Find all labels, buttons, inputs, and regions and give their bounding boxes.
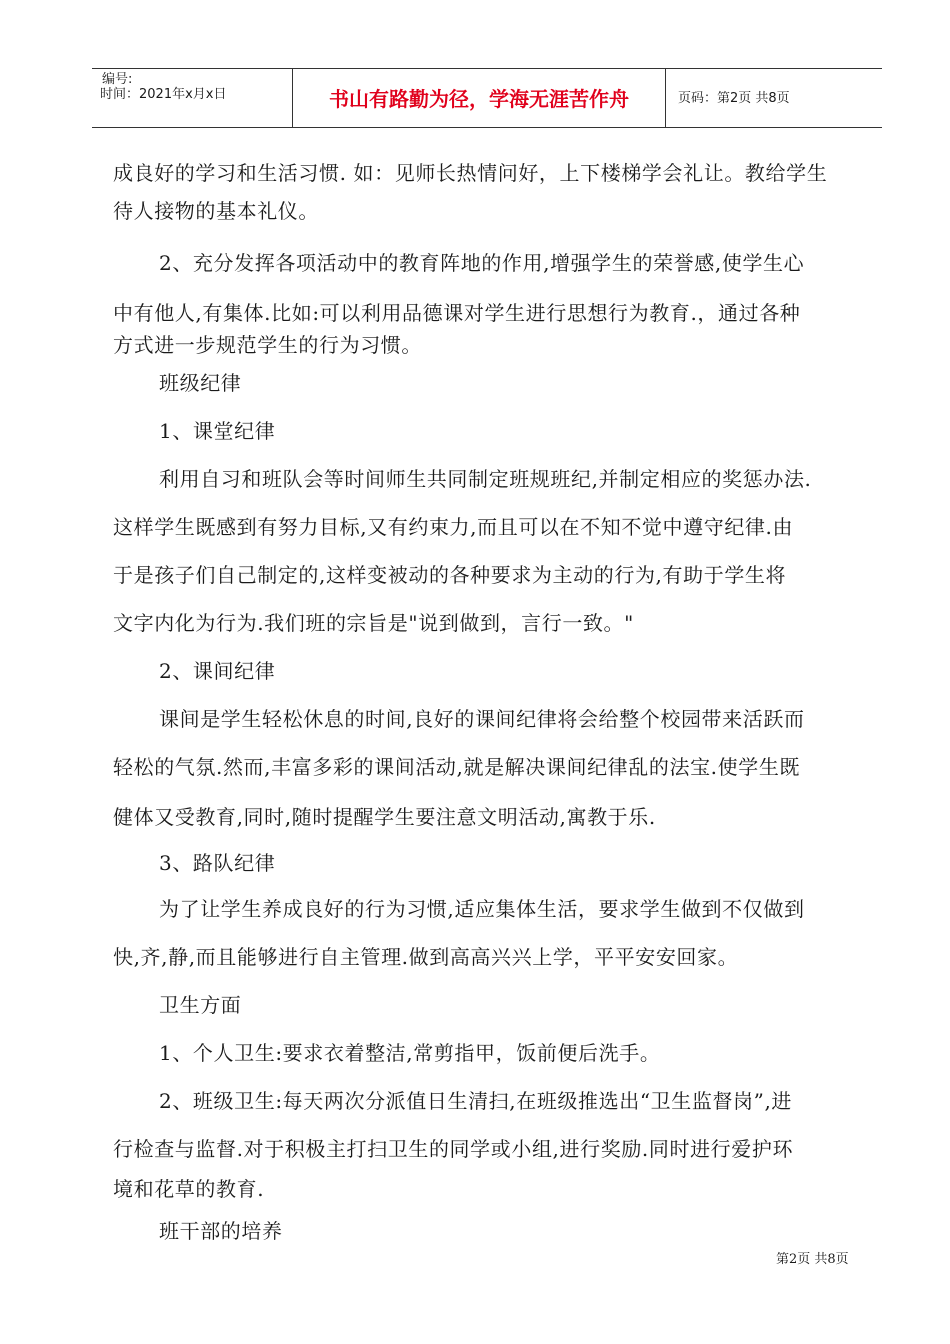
subsection-heading: 2、课间纪律 xyxy=(159,659,276,683)
body-line: 这样学生既感到有努力目标,又有约束力,而且可以在不知不觉中遵守纪律.由 xyxy=(113,515,794,539)
body-line: 利用自习和班队会等时间师生共同制定班规班纪,并制定相应的奖惩办法. xyxy=(159,467,812,491)
body-line: 1、个人卫生:要求衣着整洁,常剪指甲，饭前便后洗手。 xyxy=(159,1041,661,1065)
doc-time-label: 时间：2021年x月x日 xyxy=(100,87,227,102)
subsection-heading: 1、课堂纪律 xyxy=(159,419,276,443)
body-line: 2、班级卫生:每天两次分派值日生清扫,在班级推选出“卫生监督岗”,进 xyxy=(159,1089,793,1113)
header-motto: 书山有路勤为径，学海无涯苦作舟 xyxy=(293,69,666,127)
page-header xyxy=(92,68,882,128)
body-line: 课间是学生轻松休息的时间,良好的课间纪律将会给整个校园带来活跃而 xyxy=(159,707,805,731)
body-line: 中有他人,有集体.比如:可以利用品德课对学生进行思想行为教育.，通过各种 xyxy=(113,301,801,325)
section-heading: 卫生方面 xyxy=(159,993,242,1017)
body-line: 为了让学生养成良好的行为习惯,适应集体生活，要求学生做到不仅做到 xyxy=(159,897,805,921)
body-line: 行检查与监督.对于积极主打扫卫生的同学或小组,进行奖励.同时进行爱护环 xyxy=(113,1137,794,1161)
section-heading: 班干部的培养 xyxy=(159,1219,283,1243)
body-line: 快,齐,静,而且能够进行自主管理.做到高高兴兴上学，平平安安回家。 xyxy=(113,945,739,969)
header-meta xyxy=(92,69,293,127)
body-line: 待人接物的基本礼仪。 xyxy=(113,199,319,223)
section-heading: 班级纪律 xyxy=(159,371,242,395)
subsection-heading: 3、路队纪律 xyxy=(159,851,276,875)
body-line: 健体又受教育,同时,随时提醒学生要注意文明活动,寓教于乐. xyxy=(113,805,656,829)
header-page-info: 页码：第2页 共8页 xyxy=(678,91,790,106)
body-line: 2、充分发挥各项活动中的教育阵地的作用,增强学生的荣誉感,使学生心 xyxy=(159,251,805,275)
body-line: 方式进一步规范学生的行为习惯。 xyxy=(113,333,422,357)
body-line: 文字内化为行为.我们班的宗旨是"说到做到，言行一致。" xyxy=(113,611,634,635)
doc-number-label: 编号: xyxy=(102,72,133,87)
body-line: 轻松的气氛.然而,丰富多彩的课间活动,就是解决课间纪律乱的法宝.使学生既 xyxy=(113,755,801,779)
body-line: 于是孩子们自己制定的,这样变被动的各种要求为主动的行为,有助于学生将 xyxy=(113,563,787,587)
page-footer-number: 第2页 共8页 xyxy=(776,1252,849,1267)
body-line: 境和花草的教育. xyxy=(113,1177,265,1201)
body-line: 成良好的学习和生活习惯. 如：见师长热情问好，上下楼梯学会礼让。教给学生 xyxy=(113,161,828,185)
